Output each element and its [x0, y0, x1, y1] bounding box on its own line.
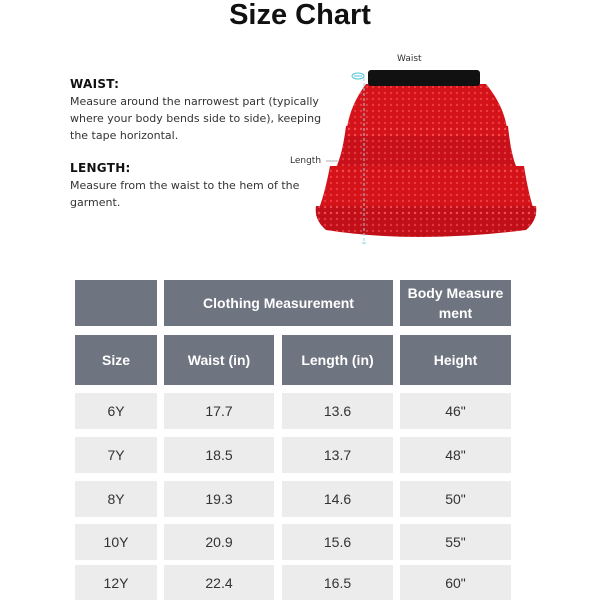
- table-col-header-length: Length (in): [282, 335, 393, 385]
- table-cell-size: 6Y: [75, 393, 157, 429]
- table-cell-waist: 17.7: [164, 393, 274, 429]
- table-cell-height: 46": [400, 393, 511, 429]
- waist-label: Waist: [397, 54, 422, 64]
- table-cell-waist: 22.4: [164, 565, 274, 600]
- table-cell-size: 12Y: [75, 565, 157, 600]
- table-group-header-body: Body Measurement: [400, 280, 511, 326]
- table-cell-length: 15.6: [282, 524, 393, 560]
- table-cell-height: 60": [400, 565, 511, 600]
- table-cell-length: 14.6: [282, 481, 393, 517]
- page-title: Size Chart: [229, 0, 371, 31]
- waist-heading: WAIST:: [70, 77, 120, 91]
- table-cell-length: 13.6: [282, 393, 393, 429]
- table-cell-waist: 18.5: [164, 437, 274, 473]
- table-cell-length: 16.5: [282, 565, 393, 600]
- table-cell-size: 7Y: [75, 437, 157, 473]
- table-col-header-waist: Waist (in): [164, 335, 274, 385]
- waist-description: Measure around the narrowest part (typically where your body bends side to side), keeping the tape horizontal.: [70, 95, 322, 142]
- table-cell-waist: 20.9: [164, 524, 274, 560]
- table-cell-height: 50": [400, 481, 511, 517]
- table-cell-size: 10Y: [75, 524, 157, 560]
- table-cell-height: 48": [400, 437, 511, 473]
- table-cell-size: 8Y: [75, 481, 157, 517]
- table-col-header-size: Size: [75, 335, 157, 385]
- length-description: Measure from the waist to the hem of the garment.: [70, 179, 300, 209]
- table-cell-height: 55": [400, 524, 511, 560]
- table-cell-length: 13.7: [282, 437, 393, 473]
- length-heading: LENGTH:: [70, 161, 131, 175]
- table-col-header-height: Height: [400, 335, 511, 385]
- table-cell-waist: 19.3: [164, 481, 274, 517]
- table-group-header-clothing: Clothing Measurement: [164, 280, 393, 326]
- table-group-header-blank: [75, 280, 157, 326]
- length-label: Length: [290, 156, 322, 166]
